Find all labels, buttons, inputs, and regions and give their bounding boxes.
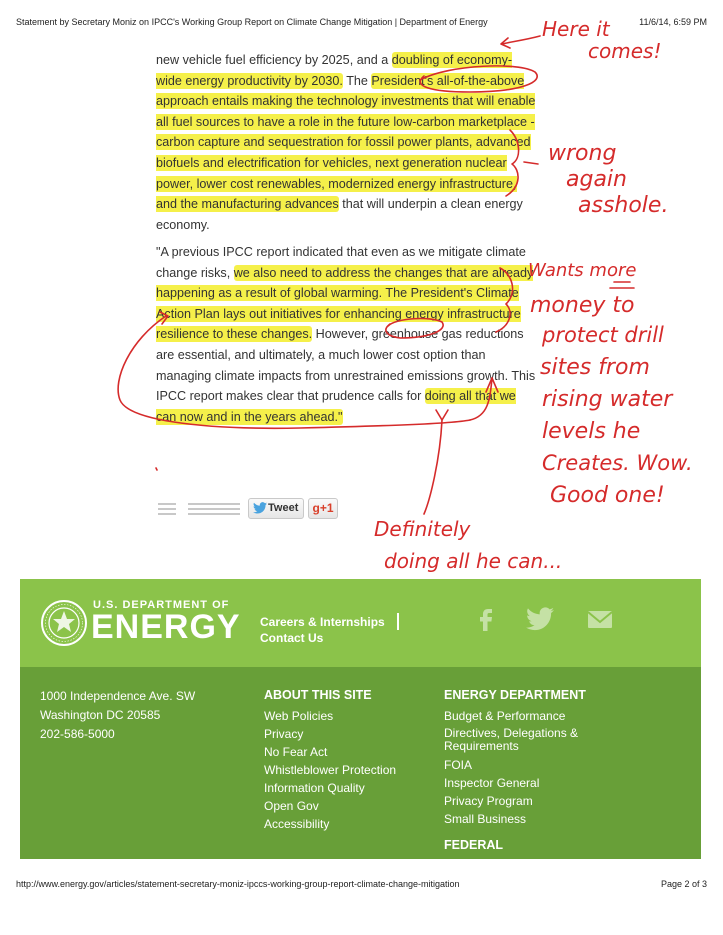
google-plus-button[interactable]: g+1: [308, 498, 338, 519]
page-number: Page 2 of 3: [660, 879, 707, 889]
contact-link[interactable]: Contact Us: [260, 631, 324, 645]
annotation-text: protect drill: [542, 323, 664, 347]
annotation-text: Definitely: [374, 517, 471, 541]
doe-seal-logo[interactable]: [40, 599, 88, 647]
footer-link[interactable]: Inspector General: [444, 776, 540, 790]
footer-link[interactable]: Information Quality: [264, 781, 365, 795]
annotation-text: sites from: [540, 355, 650, 380]
federal-heading: FEDERAL: [444, 838, 504, 852]
tweet-button[interactable]: [248, 498, 304, 519]
footer-link[interactable]: Small Business: [444, 812, 527, 826]
annotation-text: Good one!: [550, 483, 665, 508]
footer-link[interactable]: Privacy: [264, 727, 304, 741]
footer-link[interactable]: Directives, Delegations & Requirements: [444, 726, 579, 753]
text-run: that will underpin a clean energy economy.: [156, 197, 523, 232]
address-line: Washington DC 20585: [40, 708, 161, 722]
annotation-text: money to: [530, 293, 635, 318]
annotation-arrow: [502, 36, 540, 44]
footer-top: [20, 579, 701, 667]
page-title: Statement by Secretary Moniz on IPCC's Working Group Report on Climate Change Mitigation | Department of Energy: [16, 17, 488, 27]
department-heading: ENERGY DEPARTMENT: [444, 688, 586, 702]
annotation-text: Wants more: [528, 260, 637, 281]
annotation-arrow: [501, 38, 510, 48]
text-run: new vehicle fuel efficiency by 2025, and a: [156, 53, 392, 67]
highlight: President's all-of-the-above approach entails making the technology investments that will enable all fuel sources to have a role in the future low-carbon marketplace - carbon capture and sequestration for fossil power plants, advanced biofuels and electrification for vehicles, next generation nuclear power, lower cost renewables, modernized energy infrastructure, and the manufacturing advances: [156, 73, 536, 212]
annotation-text: again: [566, 167, 627, 192]
email-icon[interactable]: [586, 605, 614, 633]
text-run: "A previous IPCC report indicated that even as we mitigate climate change risks,: [156, 245, 526, 280]
annotation-text: Creates. Wow.: [542, 451, 693, 475]
about-heading: ABOUT THIS SITE: [264, 688, 372, 702]
article-paragraph-2: [156, 242, 536, 427]
footer-link[interactable]: Whistleblower Protection: [264, 763, 397, 777]
footer-link[interactable]: No Fear Act: [264, 745, 328, 759]
print-timestamp: 11/6/14, 6:59 PM: [639, 17, 707, 27]
annotation-text: wrong: [548, 141, 617, 166]
department-column: [444, 686, 624, 828]
annotation-text: Here it: [542, 17, 610, 41]
article-paragraph-1: [156, 50, 536, 235]
tweet-label: Tweet: [268, 502, 299, 514]
footer-bottom: [20, 667, 701, 859]
text-run: The: [342, 73, 372, 88]
footer-link[interactable]: Accessibility: [264, 817, 330, 831]
highlight: doubling of economy-wide energy productivity by 2030.: [156, 53, 513, 88]
footer-links: [260, 614, 385, 646]
annotation-text: asshole.: [578, 193, 669, 218]
annotation-text: levels he: [542, 419, 641, 444]
share-widget-thumbnail[interactable]: [186, 500, 242, 516]
twitter-icon[interactable]: [526, 605, 554, 633]
annotation-underline: [610, 282, 634, 288]
footer-link[interactable]: Privacy Program: [444, 794, 533, 808]
text-run: However, greenhouse gas reductions are essential, and ultimately, a much lower cost option than managing climate impacts from unrestrained emissions growth. This IPCC report makes clear that prudence calls for: [156, 327, 536, 404]
share-widget-thumbnail[interactable]: [156, 500, 178, 516]
agency-name-small: U.S. DEPARTMENT OF: [93, 599, 230, 611]
annotation-text: comes!: [588, 39, 662, 63]
footer-link[interactable]: Open Gov: [264, 799, 319, 813]
facebook-icon[interactable]: [472, 605, 500, 633]
annotation-text: doing all he can...: [384, 549, 563, 573]
footer-link[interactable]: Budget & Performance: [444, 709, 566, 723]
link-divider: [397, 613, 399, 630]
address-line: 1000 Independence Ave. SW: [40, 689, 196, 703]
annotation-arrow: [424, 420, 442, 514]
twitter-bird-icon: [253, 502, 267, 514]
annotation-dot: [156, 468, 157, 470]
annotation-text: rising water: [542, 387, 673, 412]
phone-number: 202-586-5000: [40, 727, 115, 741]
footer-link[interactable]: Web Policies: [264, 709, 334, 723]
address-block: [40, 687, 195, 744]
footer-link[interactable]: FOIA: [444, 758, 473, 772]
highlight: doing all that we can now and in the years ahead.": [156, 389, 516, 424]
page-url: http://www.energy.gov/articles/statement-secretary-moniz-ipccs-working-group-report-climate-change-mitigation: [16, 879, 460, 889]
about-column: [264, 686, 396, 833]
highlight: we also need to address the changes that are already happening as a result of global warming. The President's Climate Action Plan lays out initiatives for enhancing energy infrastructure resilience to these changes.: [156, 265, 534, 342]
agency-name-big[interactable]: ENERGY: [91, 608, 241, 646]
careers-link[interactable]: Careers & Internships: [260, 615, 385, 629]
